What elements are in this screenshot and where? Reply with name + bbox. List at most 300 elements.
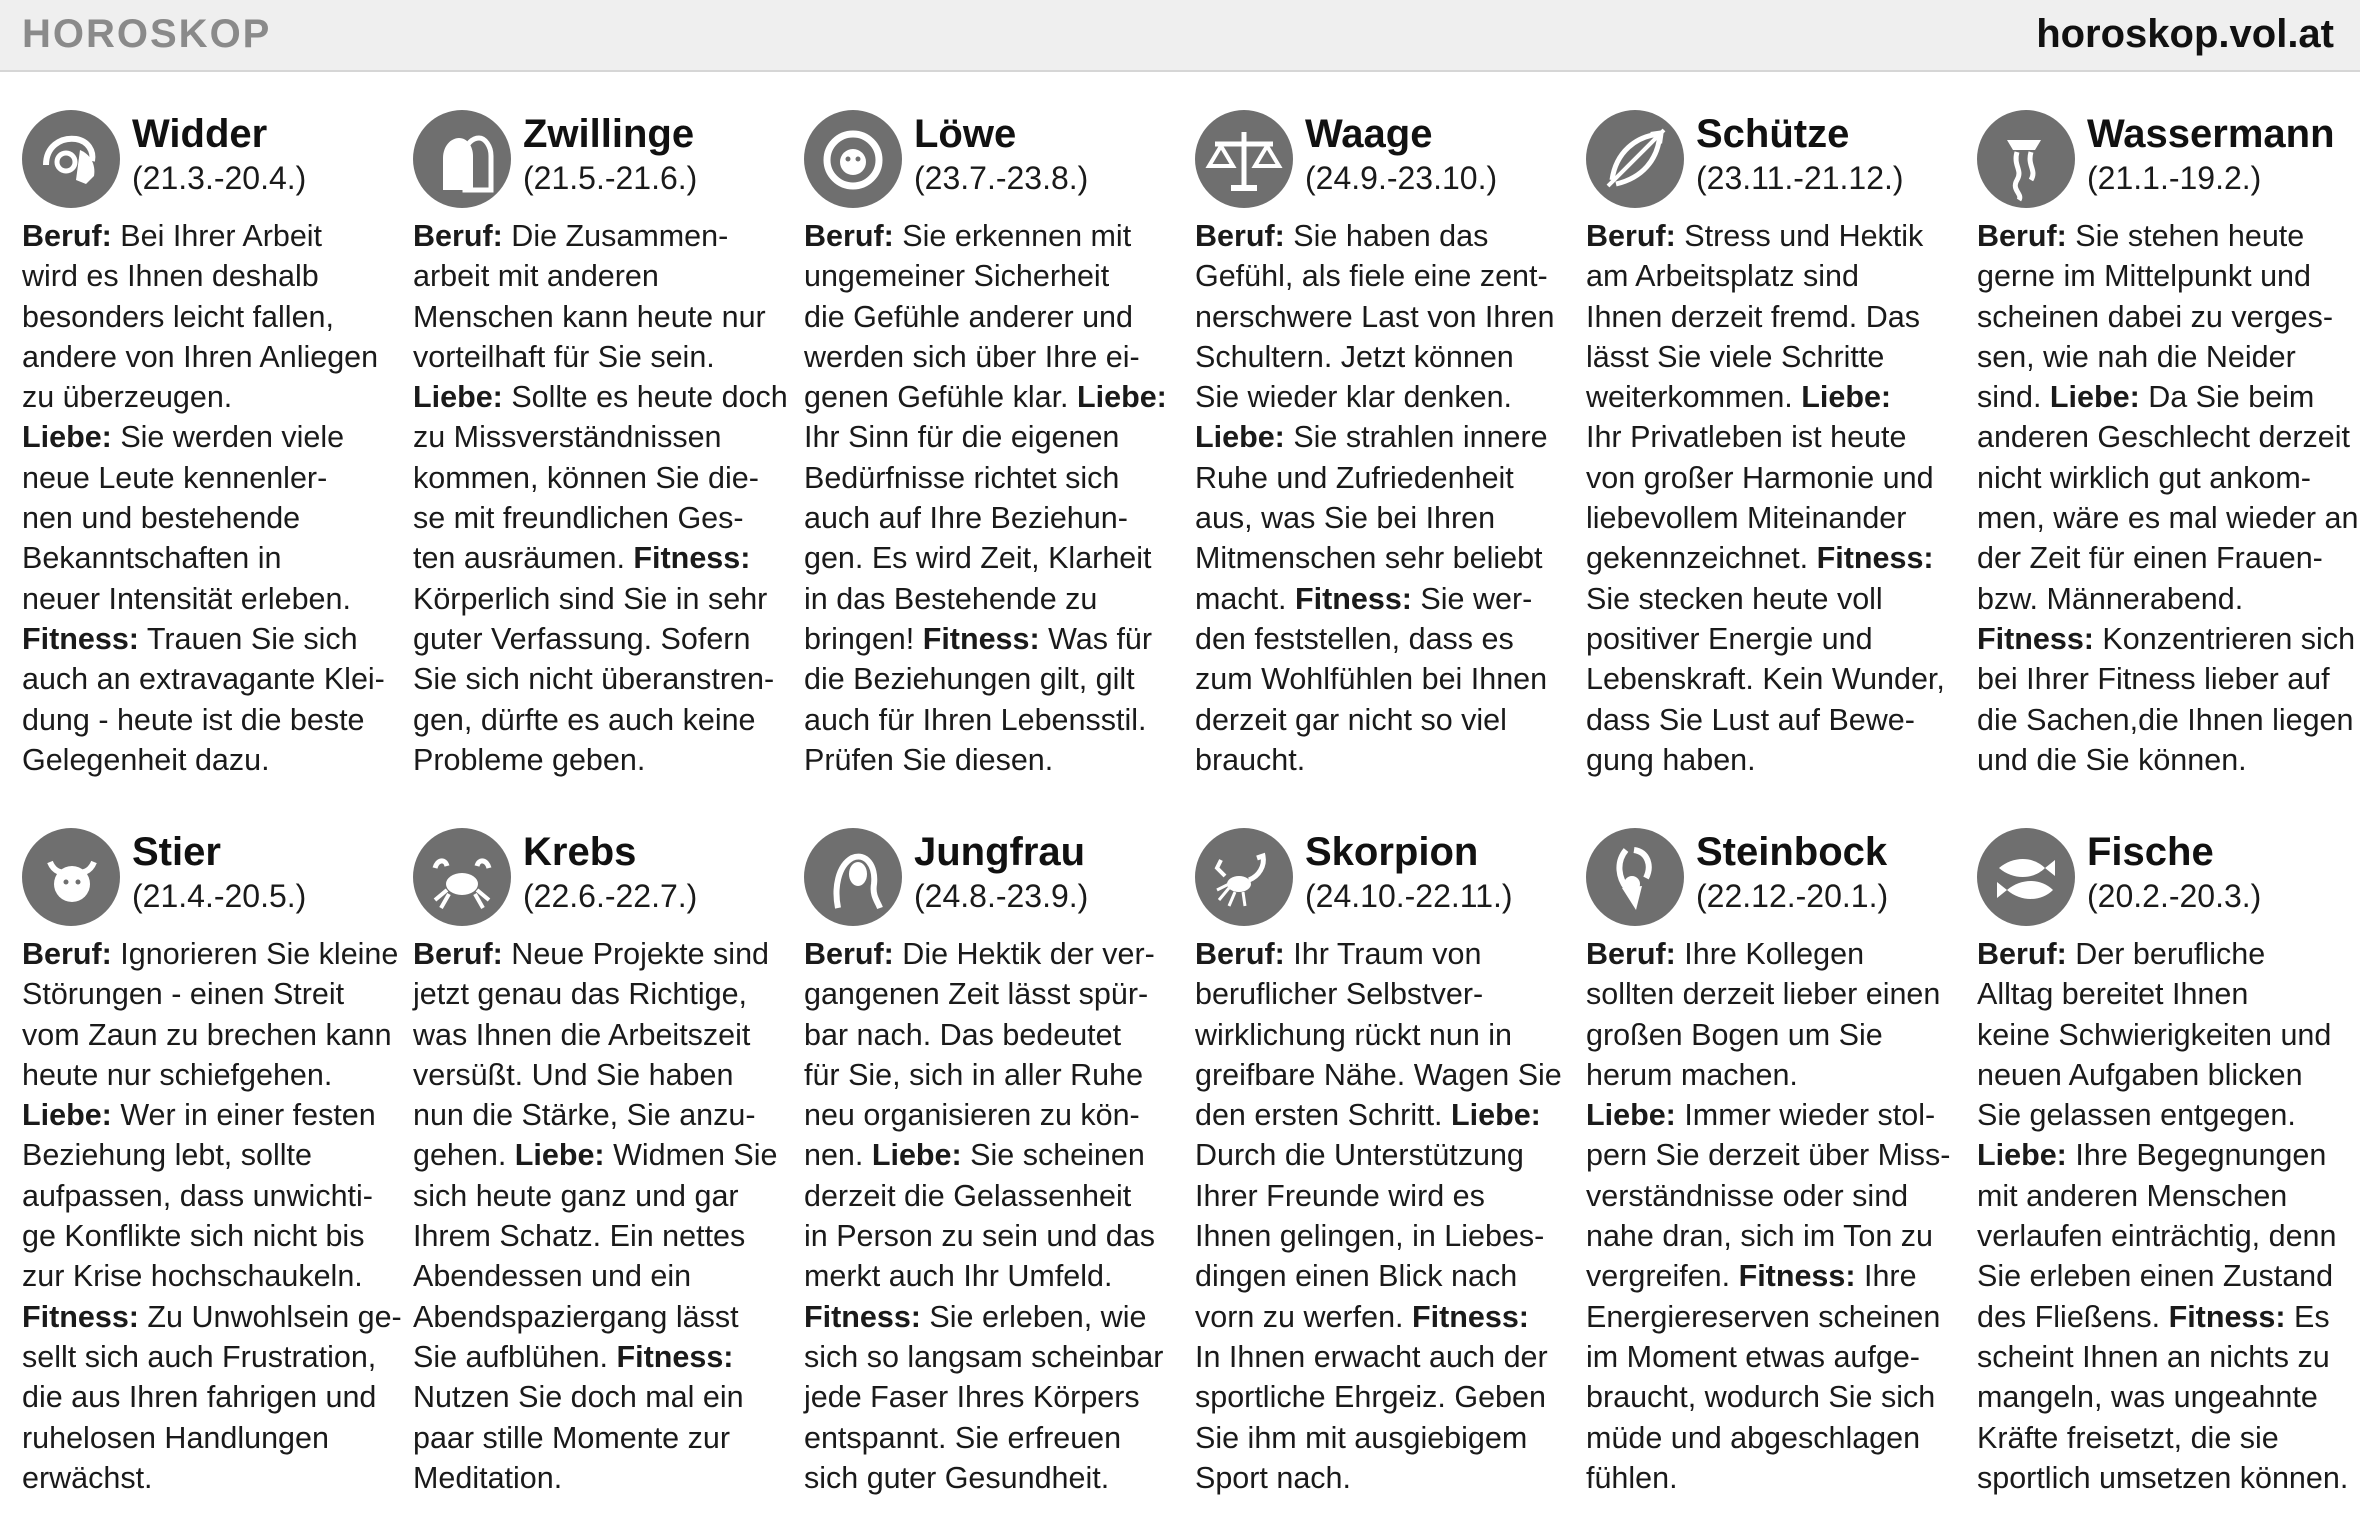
line-text: derzeit gar nicht so viel <box>1195 702 1507 737</box>
line-text: vorteilhaft für Sie sein. <box>413 339 715 374</box>
text-line <box>1586 740 1958 780</box>
horoscope-löwe <box>804 102 1176 780</box>
line-text: sich so langsam scheinbar <box>804 1339 1164 1374</box>
section-label: Fitness: <box>1295 581 1412 616</box>
text-line <box>804 256 1176 296</box>
line-text: Sie gelassen entgegen. <box>1977 1098 2296 1133</box>
text-line <box>804 1216 1176 1256</box>
sign-header <box>1586 820 1958 930</box>
line-text: sportlich umsetzen können. <box>1977 1460 2349 1495</box>
line-text: Durch die Unterstützung <box>1195 1138 1524 1173</box>
text-line <box>1586 934 1958 974</box>
text-line <box>22 700 394 740</box>
text-line <box>1586 458 1958 498</box>
text-line <box>1586 417 1958 457</box>
text-line <box>22 1095 394 1135</box>
section-label: Liebe: <box>413 380 503 415</box>
sign-header <box>22 820 394 930</box>
text-line <box>1586 619 1958 659</box>
horoscope-widder <box>22 102 394 780</box>
text-line <box>1586 1135 1958 1175</box>
line-text: großen Bogen um Sie <box>1586 1017 1883 1052</box>
line-text: entspannt. Sie erfreuen <box>804 1420 1122 1455</box>
text-line <box>804 216 1176 256</box>
text-line <box>1195 417 1567 457</box>
text-line <box>804 377 1176 417</box>
line-text: positiver Energie und <box>1586 621 1873 656</box>
text-line <box>1586 1015 1958 1055</box>
scorpion-icon <box>1195 828 1293 926</box>
line-text: men, wäre es mal wieder an <box>1977 501 2359 536</box>
text-line <box>1195 337 1567 377</box>
line-text: zu Missverständnissen <box>413 420 722 455</box>
line-text: neue Leute kennenler- <box>22 460 328 495</box>
sign-dates: (20.2.-20.3.) <box>2087 878 2262 914</box>
text-line <box>1195 458 1567 498</box>
text-line <box>1977 417 2349 457</box>
line-text: zur Krise hochschaukeln. <box>22 1259 363 1294</box>
line-text: Abendspaziergang lässt <box>413 1299 739 1334</box>
line-text: die aus Ihren fahrigen und <box>22 1380 377 1415</box>
sign-header <box>413 102 785 212</box>
line-text: Sie strahlen innere <box>1293 420 1548 455</box>
section-label: Liebe: <box>2049 380 2140 415</box>
line-text: Bei Ihrer Arbeit <box>120 219 323 253</box>
line-text: die Gefühle anderer und <box>804 299 1133 334</box>
line-text: versüßt. Und Sie haben <box>413 1057 734 1092</box>
line-text: Ignorieren Sie kleine <box>120 937 399 971</box>
page-header <box>0 0 2360 72</box>
sign-header <box>1195 102 1567 212</box>
virgin-icon <box>804 828 902 926</box>
text-line <box>1977 337 2349 377</box>
text-line <box>1586 256 1958 296</box>
text-line <box>413 458 785 498</box>
line-text: Ihrem Schatz. Ein nettes <box>413 1219 746 1254</box>
text-line <box>413 1337 785 1377</box>
text-line <box>413 1095 785 1135</box>
text-line <box>1586 337 1958 377</box>
horoscope-krebs <box>413 820 785 1498</box>
line-text: lässt Sie viele Schritte <box>1586 339 1885 374</box>
line-text: nen und bestehende <box>22 501 301 536</box>
line-text: und die Sie können. <box>1977 742 2247 777</box>
text-line <box>804 1418 1176 1458</box>
text-line <box>804 538 1176 578</box>
text-line <box>804 1297 1176 1337</box>
text-line <box>413 579 785 619</box>
sign-dates: (24.10.-22.11.) <box>1305 878 1513 914</box>
text-line <box>413 974 785 1014</box>
text-line <box>1195 216 1567 256</box>
line-text: Trauen Sie sich <box>146 621 358 656</box>
line-text: vorn zu werfen. Fitness: <box>1195 1299 1529 1334</box>
text-line <box>1977 377 2349 417</box>
text-line <box>413 619 785 659</box>
line-text: Bekanntschaften in <box>22 541 282 576</box>
sign-header <box>804 820 1176 930</box>
sign-header <box>413 820 785 930</box>
text-line <box>1586 1055 1958 1095</box>
text-line <box>22 1135 394 1175</box>
horoscope-wassermann <box>1977 102 2359 780</box>
line-text: Probleme geben. <box>413 742 646 777</box>
text-line <box>1586 974 1958 1014</box>
text-line <box>1977 1055 2349 1095</box>
section-label: Liebe: <box>22 1098 112 1133</box>
section-label: Liebe: <box>1977 1138 2067 1173</box>
text-line <box>1977 579 2349 619</box>
line-text: sportliche Ehrgeiz. Geben <box>1195 1380 1546 1415</box>
text-line <box>22 377 394 417</box>
text-line <box>1977 619 2356 659</box>
line-text: Ihr Traum von <box>1293 937 1482 971</box>
line-text: Alltag bereitet Ihnen <box>1977 977 2249 1012</box>
text-line <box>804 1135 1176 1175</box>
text-line <box>804 659 1176 699</box>
text-line <box>1977 659 2349 699</box>
sign-header <box>804 102 1176 212</box>
line-text: Sie erkennen mit <box>902 219 1132 253</box>
text-line <box>1977 498 2359 538</box>
section-label: Fitness: <box>1738 1259 1856 1294</box>
line-text: gehen. Liebe: Widmen Sie <box>413 1138 778 1173</box>
text-line <box>1977 1377 2349 1417</box>
line-text: besonders leicht fallen, <box>22 299 334 334</box>
section-label: Liebe: <box>871 1138 962 1173</box>
line-text: greifbare Nähe. Wagen Sie <box>1195 1057 1562 1092</box>
line-text: Störungen - einen Streit <box>22 977 345 1012</box>
sign-dates: (21.5.-21.6.) <box>523 160 698 196</box>
sign-dates: (21.3.-20.4.) <box>132 160 307 196</box>
section-label: Fitness: <box>2168 1299 2286 1334</box>
text-line <box>804 1176 1176 1216</box>
text-line <box>22 297 394 337</box>
text-line <box>22 740 394 780</box>
sign-dates: (23.11.-21.12.) <box>1696 160 1904 196</box>
lion-icon <box>804 110 902 208</box>
text-line <box>1586 498 1958 538</box>
sign-name: Schütze <box>1696 112 1850 156</box>
section-label: Beruf: <box>413 219 503 253</box>
sign-dates: (23.7.-23.8.) <box>914 160 1089 196</box>
sign-dates: (22.12.-20.1.) <box>1696 878 1889 914</box>
section-label: Liebe: <box>22 420 112 455</box>
archer-icon <box>1586 110 1684 208</box>
text-line <box>413 740 785 780</box>
text-line <box>22 498 394 538</box>
line-text: verlaufen einträchtig, denn <box>1977 1219 2337 1254</box>
line-text: pern Sie derzeit über Miss- <box>1586 1138 1951 1173</box>
line-text: gen. Es wird Zeit, Klarheit <box>804 541 1152 576</box>
horoscope-waage <box>1195 102 1567 780</box>
line-text: sich heute ganz und gar <box>413 1178 739 1213</box>
line-text: neu organisieren zu kön- <box>804 1098 1140 1133</box>
line-text: In Ihnen erwacht auch der <box>1195 1339 1548 1374</box>
section-label: Beruf: <box>1586 937 1676 971</box>
text-line <box>1977 538 2349 578</box>
line-text: den feststellen, dass es <box>1195 621 1514 656</box>
sign-text <box>804 216 1176 780</box>
line-text: von großer Harmonie und <box>1586 460 1934 495</box>
sign-header <box>1977 820 2349 930</box>
text-line <box>22 1458 394 1498</box>
line-text: auch auf Ihre Beziehun- <box>804 501 1128 536</box>
text-line <box>1195 1297 1567 1337</box>
line-text: braucht. <box>1195 742 1306 777</box>
sign-header <box>1977 102 2349 212</box>
text-line <box>1195 1176 1567 1216</box>
text-line <box>413 498 785 538</box>
sign-text <box>1195 934 1567 1498</box>
line-text: aus, was Sie bei Ihren <box>1195 501 1496 536</box>
line-text: ge Konflikte sich nicht bis <box>22 1219 365 1254</box>
text-line <box>804 974 1176 1014</box>
text-line <box>22 659 394 699</box>
line-text: neuen Aufgaben blicken <box>1977 1057 2303 1092</box>
line-text: Sie haben das <box>1293 219 1489 253</box>
line-text: am Arbeitsplatz sind <box>1586 259 1859 294</box>
line-text: nun die Stärke, Sie anzu- <box>413 1098 756 1133</box>
text-line <box>1586 538 1958 578</box>
text-line <box>804 458 1176 498</box>
line-text: vom Zaun zu brechen kann <box>22 1017 392 1052</box>
line-text: Körperlich sind Sie in sehr <box>413 581 768 616</box>
sign-dates: (24.8.-23.9.) <box>914 878 1089 914</box>
sign-name: Löwe <box>914 112 1017 156</box>
text-line <box>413 659 785 699</box>
sign-header <box>22 102 394 212</box>
line-text: Beziehung lebt, sollte <box>22 1138 312 1173</box>
section-label: Fitness: <box>1412 1299 1529 1334</box>
line-text: ten ausräumen. Fitness: <box>413 541 751 576</box>
line-text: arbeit mit anderen <box>413 259 659 294</box>
text-line <box>413 216 785 256</box>
text-line <box>1195 538 1567 578</box>
line-text: des Fließens. Fitness: Es <box>1977 1299 2330 1334</box>
line-text: Immer wieder stol- <box>1684 1098 1936 1133</box>
line-text: Sie erleben einen Zustand <box>1977 1259 2334 1294</box>
line-text: Meditation. <box>413 1460 563 1495</box>
line-text: neuer Intensität erleben. <box>22 581 351 616</box>
line-text: bringen! Fitness: Was für <box>804 621 1153 656</box>
text-line <box>1977 1297 2349 1337</box>
site-url[interactable]: horoskop.vol.at <box>2036 12 2334 56</box>
line-text: was Ihnen die Arbeitszeit <box>413 1017 751 1052</box>
horoscope-steinbock <box>1586 820 1958 1498</box>
sign-dates: (21.4.-20.5.) <box>132 878 307 914</box>
section-label: Beruf: <box>1195 937 1285 971</box>
text-line <box>804 417 1176 457</box>
line-text: andere von Ihren Anliegen <box>22 339 379 374</box>
line-text: dass Sie Lust auf Bewe- <box>1586 702 1915 737</box>
line-text: Zu Unwohlsein ge- <box>147 1299 402 1334</box>
text-line <box>1195 1256 1567 1296</box>
line-text: scheinen dabei zu verges- <box>1977 299 2334 334</box>
line-text: Sollte es heute doch <box>511 380 788 415</box>
text-line <box>413 1055 785 1095</box>
line-text: Ruhe und Zufriedenheit <box>1195 460 1514 495</box>
text-line <box>1195 256 1567 296</box>
line-text: keine Schwierigkeiten und <box>1977 1017 2332 1052</box>
text-line <box>1977 1458 2349 1498</box>
text-line <box>22 1377 394 1417</box>
line-text: gangenen Zeit lässt spür- <box>804 977 1149 1012</box>
text-line <box>1977 974 2349 1014</box>
text-line <box>22 417 394 457</box>
text-line <box>1977 1418 2349 1458</box>
line-text: im Moment etwas aufge- <box>1586 1339 1920 1374</box>
line-text: ruhelosen Handlungen <box>22 1420 329 1455</box>
line-text: Sie aufblühen. Fitness: <box>413 1339 734 1374</box>
section-label: Fitness: <box>22 621 139 656</box>
text-line <box>22 1055 394 1095</box>
line-text: Die Hektik der ver- <box>902 937 1155 971</box>
text-line <box>1195 700 1567 740</box>
text-line <box>1195 1377 1567 1417</box>
line-text: Konzentrieren sich <box>2102 621 2356 656</box>
text-line <box>1195 1135 1567 1175</box>
text-line <box>1977 1015 2349 1055</box>
line-text: sind. Liebe: Da Sie beim <box>1977 380 2315 415</box>
text-line <box>22 1297 402 1337</box>
text-line <box>804 700 1176 740</box>
text-line <box>1586 216 1958 256</box>
line-text: Abendessen und ein <box>413 1259 692 1294</box>
line-text: Ihre Kollegen <box>1684 937 1865 971</box>
sign-name: Krebs <box>523 830 637 874</box>
line-text: die Sachen,die Ihnen liegen <box>1977 702 2354 737</box>
line-text: Ihrer Freunde wird es <box>1195 1178 1485 1213</box>
line-text: sen, wie nah die Neider <box>1977 339 2296 374</box>
line-text: Bedürfnisse richtet sich <box>804 460 1120 495</box>
text-line <box>1586 700 1958 740</box>
line-text: für Sie, sich in aller Ruhe <box>804 1057 1144 1092</box>
line-text: Neue Projekte sind <box>511 937 769 971</box>
line-text: sellt sich auch Frustration, <box>22 1339 377 1374</box>
text-line <box>413 934 785 974</box>
section-label: Beruf: <box>1977 219 2067 253</box>
line-text: vergreifen. Fitness: Ihre <box>1586 1259 1917 1294</box>
section-label: Beruf: <box>22 937 112 971</box>
line-text: der Zeit für einen Frauen- <box>1977 541 2323 576</box>
line-text: genen Gefühle klar. Liebe: <box>804 380 1167 415</box>
line-text: anderen Geschlecht derzeit <box>1977 420 2350 455</box>
line-text: nahe dran, sich im Ton zu <box>1586 1219 1933 1254</box>
text-line <box>1195 740 1567 780</box>
line-text: müde und abgeschlagen <box>1586 1420 1921 1455</box>
line-text: Sie wieder klar denken. <box>1195 380 1513 415</box>
sign-text <box>1195 216 1567 780</box>
text-line <box>1977 256 2349 296</box>
text-line <box>413 700 785 740</box>
horoscope-schütze <box>1586 102 1958 780</box>
line-text: dingen einen Blick nach <box>1195 1259 1518 1294</box>
line-text: weiterkommen. Liebe: <box>1586 380 1892 415</box>
text-line <box>413 1297 785 1337</box>
sign-text <box>1586 934 1958 1498</box>
text-line <box>22 1015 394 1055</box>
text-line <box>1195 934 1567 974</box>
line-text: fühlen. <box>1586 1460 1678 1495</box>
text-line <box>22 337 394 377</box>
line-text: nicht wirklich gut ankom- <box>1977 460 2311 495</box>
text-line <box>413 1458 785 1498</box>
text-line <box>22 579 394 619</box>
text-line <box>22 538 394 578</box>
line-text: Die Zusammen- <box>511 219 729 253</box>
horoscope-stier <box>22 820 402 1498</box>
text-line <box>413 256 785 296</box>
text-line <box>22 974 394 1014</box>
text-line <box>804 1458 1176 1498</box>
text-line <box>1195 498 1567 538</box>
line-text: heute nur schiefgehen. <box>22 1057 333 1092</box>
text-line <box>1586 1176 1958 1216</box>
line-text: Sport nach. <box>1195 1460 1351 1495</box>
line-text: paar stille Momente zur <box>413 1420 730 1455</box>
text-line <box>1586 579 1958 619</box>
line-text: Sie stecken heute voll <box>1586 581 1883 616</box>
text-line <box>413 1216 785 1256</box>
line-text: wirklichung rückt nun in <box>1195 1017 1513 1052</box>
line-text: Energiereserven scheinen <box>1586 1299 1941 1334</box>
text-line <box>1195 974 1567 1014</box>
text-line <box>1977 1095 2349 1135</box>
text-line <box>413 337 785 377</box>
text-line <box>413 417 785 457</box>
line-text: wird es Ihnen deshalb <box>22 259 319 294</box>
text-line <box>804 740 1176 780</box>
sign-header <box>1586 102 1958 212</box>
line-text: kommen, können Sie die- <box>413 460 759 495</box>
sign-text <box>22 934 402 1498</box>
text-line <box>1195 619 1567 659</box>
line-text: Wer in einer festen <box>120 1098 376 1133</box>
text-line <box>1586 377 1958 417</box>
line-text: sich guter Gesundheit. <box>804 1460 1110 1495</box>
text-line <box>1586 1095 1958 1135</box>
text-line <box>804 1015 1176 1055</box>
text-line <box>1195 1337 1567 1377</box>
line-text: verständnisse oder sind <box>1586 1178 1909 1213</box>
text-line <box>1977 1256 2349 1296</box>
bull-icon <box>22 828 120 926</box>
line-text: ungemeiner Sicherheit <box>804 259 1110 294</box>
sign-name: Waage <box>1305 112 1433 156</box>
line-text: Ihnen derzeit fremd. Das <box>1586 299 1920 334</box>
sign-text <box>1977 216 2359 780</box>
line-text: braucht, wodurch Sie sich <box>1586 1380 1936 1415</box>
section-label: Fitness: <box>633 541 751 576</box>
text-line <box>804 1377 1176 1417</box>
line-text: gerne im Mittelpunkt und <box>1977 259 2311 294</box>
sign-text <box>1977 934 2349 1498</box>
line-text: Nutzen Sie doch mal ein <box>413 1380 744 1415</box>
text-line <box>1195 1458 1567 1498</box>
line-text: Kräfte freisetzt, die sie <box>1977 1420 2279 1455</box>
line-text: Gelegenheit dazu. <box>22 742 270 777</box>
section-label: Fitness: <box>922 621 1040 656</box>
text-line <box>1977 934 2349 974</box>
line-text: beruflicher Selbstver- <box>1195 977 1484 1012</box>
sign-name: Widder <box>132 112 268 156</box>
line-text: Prüfen Sie diesen. <box>804 742 1054 777</box>
sign-dates: (22.6.-22.7.) <box>523 878 698 914</box>
sign-name: Fische <box>2087 830 2214 874</box>
line-text: gung haben. <box>1586 742 1756 777</box>
line-text: in das Bestehende zu <box>804 581 1098 616</box>
